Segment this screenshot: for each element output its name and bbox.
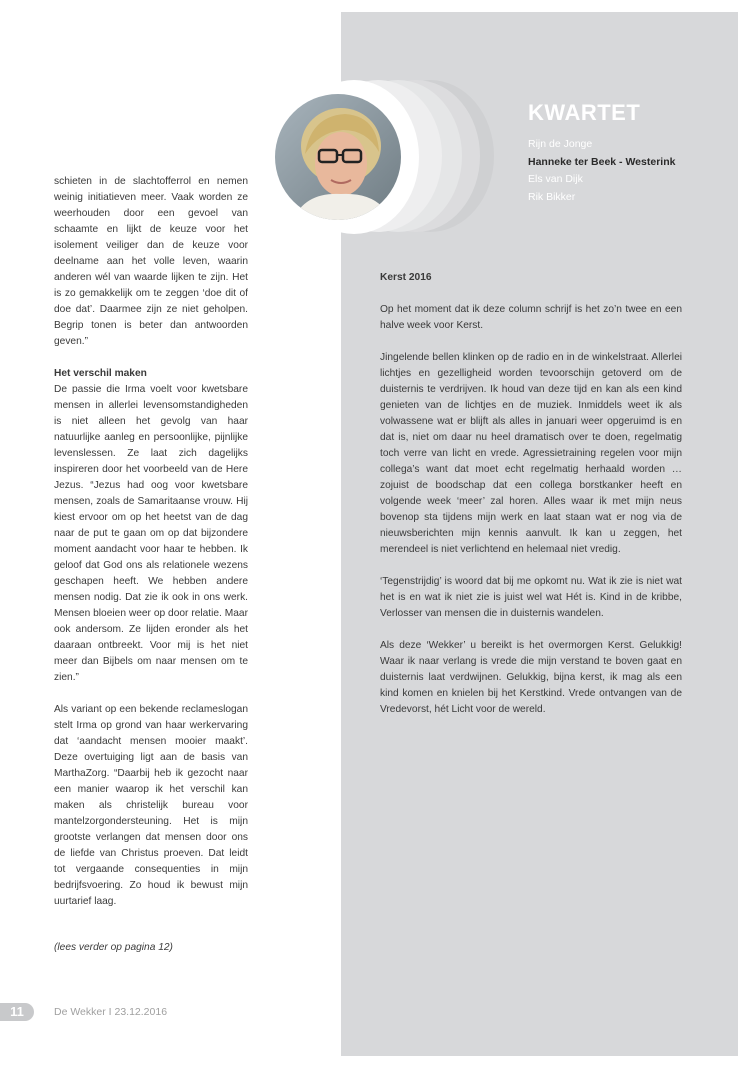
column-paragraph: ‘Tegenstrijdig’ is woord dat bij me opkomt nu. Wat ik zie is niet wat het is en wat ik niet zie is juist wel wat Hét is. Kind in de kribbe, Verlosser van mensen die in duisternis wandelen. [380, 576, 682, 619]
article-paragraph: De passie die Irma voelt voor kwetsbare mensen in allerlei levensomstandigheden is niet alleen het gevolg van haar natuurlijke aanleg en persoonlijke, pijnlijke levenslessen. Ze laat zich dagelijks inspireren door het voorbeeld van de Here Jezus. “Jezus had oog voor kwetsbare mensen, zoals de Samaritaanse vrouw. Hij kiest ervoor om op het heetst van de dag naar de put te gaan om op dat bijzondere moment aandacht voor haar te hebben. Ik geloof dat God ons als relationele wezens geschapen heeft. We hebben andere mensen nodig. Dat zie ik ook in ons werk. Mensen bloeien weer op door relatie. Maar ook andersom. Ze lijden eronder als het daaraan ontbreekt. Voor mij is het niet meer dan Bijbels om naar mensen om te zien.” [54, 384, 248, 683]
column-paragraph: Jingelende bellen klinken op de radio en in de winkelstraat. Allerlei lichtjes en gezelligheid worden tevoorschijn getoverd om de duisternis te verdrijven. Ik houd van deze tijd en kan als een kind genieten van de lichtjes en de muziek. Inmiddels weet ik als volwassene wat er blijft als alles in januari weer opgeruimd is en dat is, niet om daar nu heel dramatisch over te doen, regelmatig toch verre van licht en vrede. Agressietraining regelen voor mijn collega’s want dat moet echt regelmatig herhaald worden … zojuist de boodschap dat een collega borstkanker heeft en volgende week ‘meer’ zal horen. Alles waar ik met mijn neus bovenop sta tijdens mijn werk en laat staan wat er nog via de nieuwsberichten mijn kennis aanvult. Ik kan u zeggen, het merendeel is niet verlichtend en helemaal niet vredig. [380, 352, 682, 555]
kwartet-author-active: Hanneke ter Beek - Westerink [528, 155, 676, 168]
column-kerst [380, 270, 682, 734]
column-heading: Kerst 2016 [380, 272, 432, 283]
footer-publication: De Wekker I 23.12.2016 [54, 1006, 168, 1018]
article-paragraph: Als variant op een bekende reclameslogan stelt Irma op grond van haar werkervaring dat ‘aandacht mensen mooier maakt’. Deze overtuiging ligt aan de basis van MarthaZorg. “Daarbij heb ik gezocht naar een manier waarop ik het verschil kan maken als christelijk bureau voor mantelzorgondersteuning. Het is mijn grootste verlangen dat mensen door ons de liefde van Christus proeven. Dat leidt tot vergaande consequenties in mijn bedrijfsvoering. Zo houd ik bewust mijn uurtarief laag. [54, 704, 248, 907]
page-number: 11 [0, 1003, 34, 1021]
article-paragraph: schieten in de slachtofferrol en nemen weinig initiatieven meer. Vaak worden ze weerhouden door een gevoel van schaamte en lijkt de keuze voor het isolement veiliger dan de keuze voor deelname aan het volle leven, waarin anderen wél van waarde lijken te zijn. Het is zo gemakkelijk om te zeggen ‘doe dit of doe dat’. Daarmee zijn ze niet geholpen. Begrip tonen is beter dan antwoorden geven.” [54, 176, 248, 347]
kwartet-author: Rijn de Jonge [528, 138, 593, 150]
kwartet-author: Els van Dijk [528, 173, 583, 185]
kwartet-title: KWARTET [528, 100, 641, 125]
article-section [54, 366, 248, 686]
kwartet-author-list [528, 136, 675, 206]
kwartet-author: Rik Bikker [528, 190, 576, 203]
continued-note: (lees verder op pagina 12) [54, 942, 173, 953]
column-paragraph: Als deze ‘Wekker’ u bereikt is het overmorgen Kerst. Gelukkig! Waar ik naar verlang is vrede die mijn verstand te boven gaat en duisternis laat verdwijnen. Gelukkig, bijna kerst, ik mag als een kind komen en knielen bij het Kerstkind. Vrede ontvangen van de Vredevorst, hét Licht voor de wereld. [380, 640, 682, 715]
column-paragraph: Op het moment dat ik deze column schrijf is het zo’n twee en een halve week voor Kerst. [380, 304, 682, 331]
kwartet-box [528, 100, 675, 206]
section-subheading: Het verschil maken [54, 368, 147, 379]
left-column-article [54, 174, 248, 956]
author-portrait [275, 94, 401, 220]
